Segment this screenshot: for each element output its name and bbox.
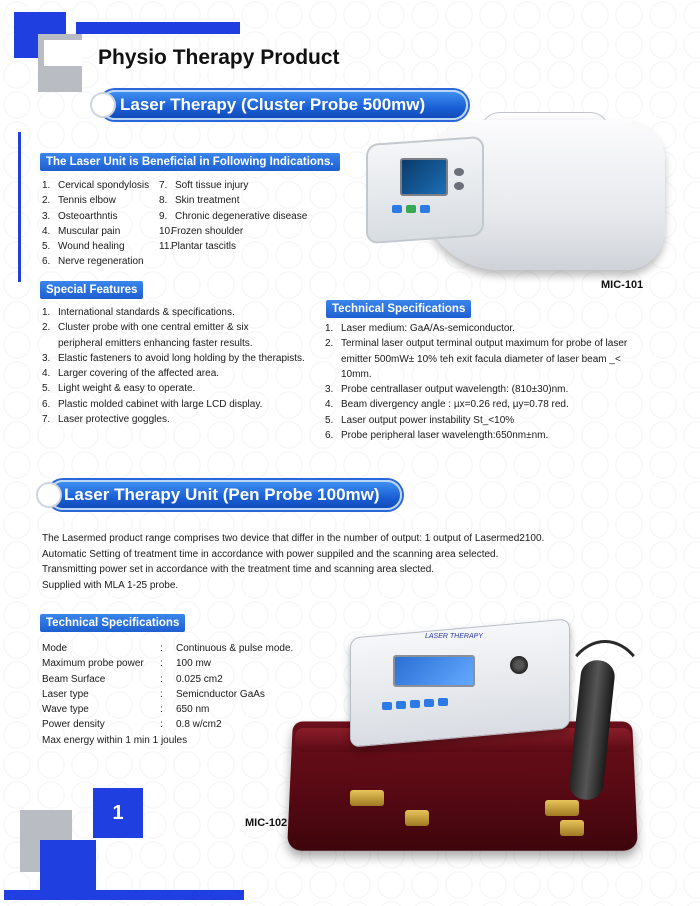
special-features-list [42,305,332,427]
section-banner-pen-probe [48,480,402,510]
list-item: 1. Laser medium: GaA/As-semiconductor. [325,323,515,334]
section-banner-title: Laser Therapy (Cluster Probe 500mw) [120,95,426,114]
list-item: 4. Beam divergency angle : µx=0.26 red, µy=0.78 red. [325,399,569,411]
spec-row: Maximum probe power : 100 mw [42,658,212,670]
list-item: 3. Probe centrallaser output wavelength: (810±30)nm. [325,384,569,396]
list-item: 4. Larger covering of the affected area. [42,368,220,380]
banner-circle-decoration [36,482,62,508]
technical-specifications-label: Technical Specifications [326,300,471,318]
spec-row: Mode : Continuous & pulse mode. [42,643,294,654]
list-item: 8. Skin treatment [159,195,240,207]
paragraph-line: Transmitting power set in accordance with the treatment time and scanning area slected. [42,564,435,575]
banner-circle-decoration [90,92,116,118]
list-item: 10mm. [341,368,372,380]
model-label-mic-101: MIC-101 [601,279,644,291]
list-item: 1. Cervical spondylosis [42,180,150,191]
paragraph-line: Automatic Setting of treatment time in accordance with power suppiled and the scanning area selected. [42,548,499,560]
corner-decoration-blue-square [40,840,96,892]
divider-line [18,132,21,282]
list-item: 3. Elastic fasteners to avoid long holding by the therapists. [42,352,305,364]
corner-decoration-blue-bar [76,22,240,34]
list-item: 4. Muscular pain [42,225,121,237]
device-panel-label: LASER THERAPY [425,633,483,640]
list-item: 7. Soft tissue injury [159,180,249,191]
list-item: 5. Laser output power instability St_<10% [325,414,515,426]
list-item: 6. Probe peripheral laser wavelength:650nm±nm. [325,430,549,442]
model-label-mic-102: MIC-102 [245,817,288,829]
spec-row: Laser type : Semicnductor GaAs [42,688,265,700]
list-item: emitter 500mW± 10% teh exit facula diameter of laser beam _< [341,353,621,365]
paragraph-line: Supplied with MLA 1-25 probe. [42,579,179,591]
list-item: 2. Tennis elbow [42,195,116,207]
list-item: 6. Plastic molded cabinet with large LCD display. [42,398,263,410]
corner-decoration-white-square [44,40,82,66]
indications-list-col1 [42,178,160,270]
section-banner-cluster-probe [100,90,468,120]
list-item: 3. Osteoarthntis [42,210,118,222]
section-banner-title: Laser Therapy Unit (Pen Probe 100mw) [64,485,380,504]
list-item: 5. Light weight & easy to operate. [42,383,196,395]
technical-specifications-label: Technical Specifications [40,614,185,632]
list-item: 6. Nerve regeneration [42,256,144,268]
max-energy-line: Max energy within 1 min 1 joules [42,734,188,746]
list-item: peripheral emitters enhancing faster results. [58,337,253,349]
indications-list-col2 [159,178,329,254]
list-item: 5. Wound healing [42,241,125,253]
technical-specifications-list [325,321,665,443]
list-item: 2. Cluster probe with one central emitter & six [42,322,249,334]
description-paragraph [42,531,662,593]
list-item: 2. Terminal laser output terminal output maximum for probe of laser [325,338,628,350]
special-features-label: Special Features [40,281,143,299]
indications-label: The Laser Unit is Beneficial in Following Indications. [40,153,340,171]
corner-decoration-blue-bar [4,890,244,900]
list-item: 11. Plantar tascitls [159,241,237,253]
list-item: 10. Frozen shoulder [159,225,244,237]
spec-row: Beam Surface : 0.025 cm2 [42,673,223,685]
page-number: 1 [112,801,124,824]
page-number-box [93,788,143,838]
page-title: Physio Therapy Product [98,46,340,69]
list-item: 1. International standards & specifications. [42,307,235,318]
list-item: 7. Laser protective goggles. [42,414,170,426]
spec-row: Power density : 0.8 w/cm2 [42,719,222,731]
list-item: 9. Chronic degenerative disease [159,210,308,222]
paragraph-line: The Lasermed product range comprises two device that differ in the number of output: 1 output of Lasermed2100. [42,533,545,544]
spec-table [42,641,312,748]
spec-row: Wave type : 650 nm [42,704,210,716]
